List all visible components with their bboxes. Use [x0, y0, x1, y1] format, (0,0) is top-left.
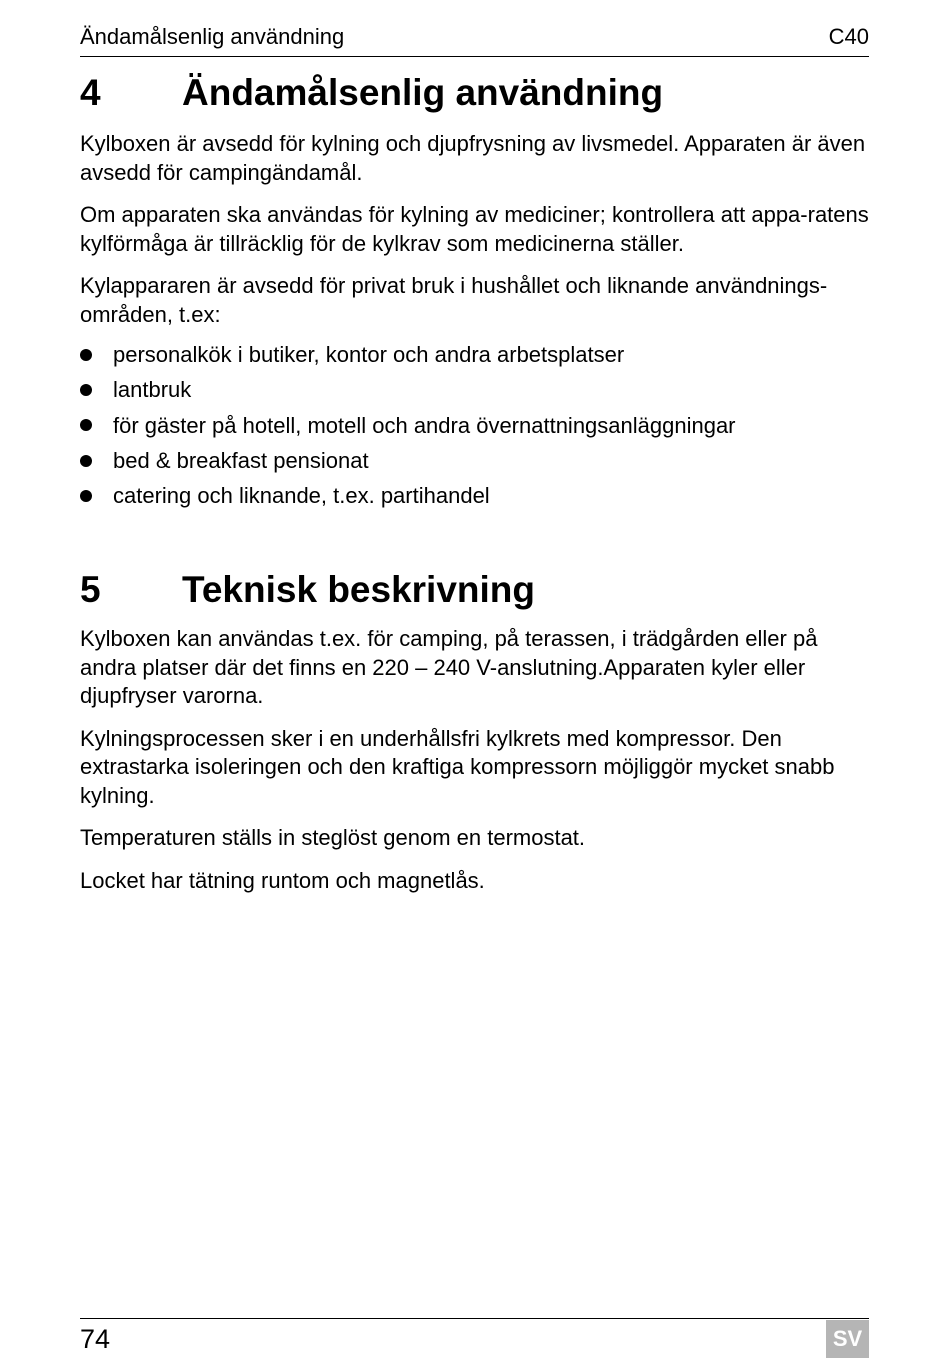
paragraph: Locket har tätning runtom och magnetlås. — [80, 867, 485, 893]
list-item — [80, 337, 870, 372]
section-intended-use — [80, 66, 870, 513]
section-heading — [80, 66, 870, 120]
page-number: 74 — [80, 1324, 111, 1354]
page-content — [80, 66, 870, 895]
list-item — [80, 372, 870, 407]
bullet-icon — [80, 384, 92, 396]
bullet-icon — [80, 490, 92, 502]
page-header — [80, 22, 869, 57]
list-item-text: för gäster på hotell, motell och andra övernattningsanläggningar — [113, 412, 736, 438]
section-number: 5 — [80, 569, 101, 611]
list-item — [80, 408, 870, 443]
paragraph: Temperaturen ställs in steglöst genom en termostat. — [80, 825, 586, 851]
section-title: Teknisk beskrivning — [182, 569, 535, 611]
section-heading — [80, 563, 870, 617]
bullet-icon — [80, 419, 92, 431]
list-item-text: personalkök i butiker, kontor och andra arbetsplatser — [113, 342, 625, 367]
paragraph: Kylboxen är avsedd för kylning och djupfrysning av livsmedel. Apparaten är även avsedd för campingändamål. — [80, 131, 866, 185]
paragraph: Om apparaten ska användas för kylning av mediciner; kontrollera att appa-ratens kylförmåga är tillräcklig för de kylkrav som medicinerna ställer. — [80, 202, 869, 256]
section-title: Ändamålsenlig användning — [182, 72, 664, 113]
paragraph: Kylboxen kan användas t.ex. för camping, på terassen, i trädgården eller på andra platser där det finns en 220 – 240 V-anslutning.Apparaten kyler eller djupfryser varorna. — [80, 626, 818, 709]
bullet-icon — [80, 455, 92, 467]
list-item — [80, 478, 870, 513]
list-item-text: lantbruk — [113, 377, 192, 403]
usage-list — [80, 337, 870, 513]
section-technical-description — [80, 563, 870, 895]
bullet-icon — [80, 349, 92, 361]
paragraph: Kylappararen är avsedd för privat bruk i hushållet och liknande användnings-områden, t.ex: — [80, 273, 828, 327]
section-number: 4 — [80, 72, 101, 113]
header-model: C40 — [828, 24, 869, 49]
language-badge: SV — [826, 1320, 869, 1358]
list-item-text: bed & breakfast pensionat — [113, 447, 369, 473]
list-item-text: catering och liknande, t.ex. partihandel — [113, 483, 490, 509]
list-item — [80, 443, 870, 478]
header-section-title: Ändamålsenlig användning — [80, 24, 345, 49]
footer-divider — [80, 1318, 869, 1319]
paragraph: Kylningsprocessen sker i en underhållsfri kylkrets med kompressor. Den extrastarka isoleringen och den kraftiga kompressorn möjliggör mycket snabb kylning. — [80, 725, 835, 808]
